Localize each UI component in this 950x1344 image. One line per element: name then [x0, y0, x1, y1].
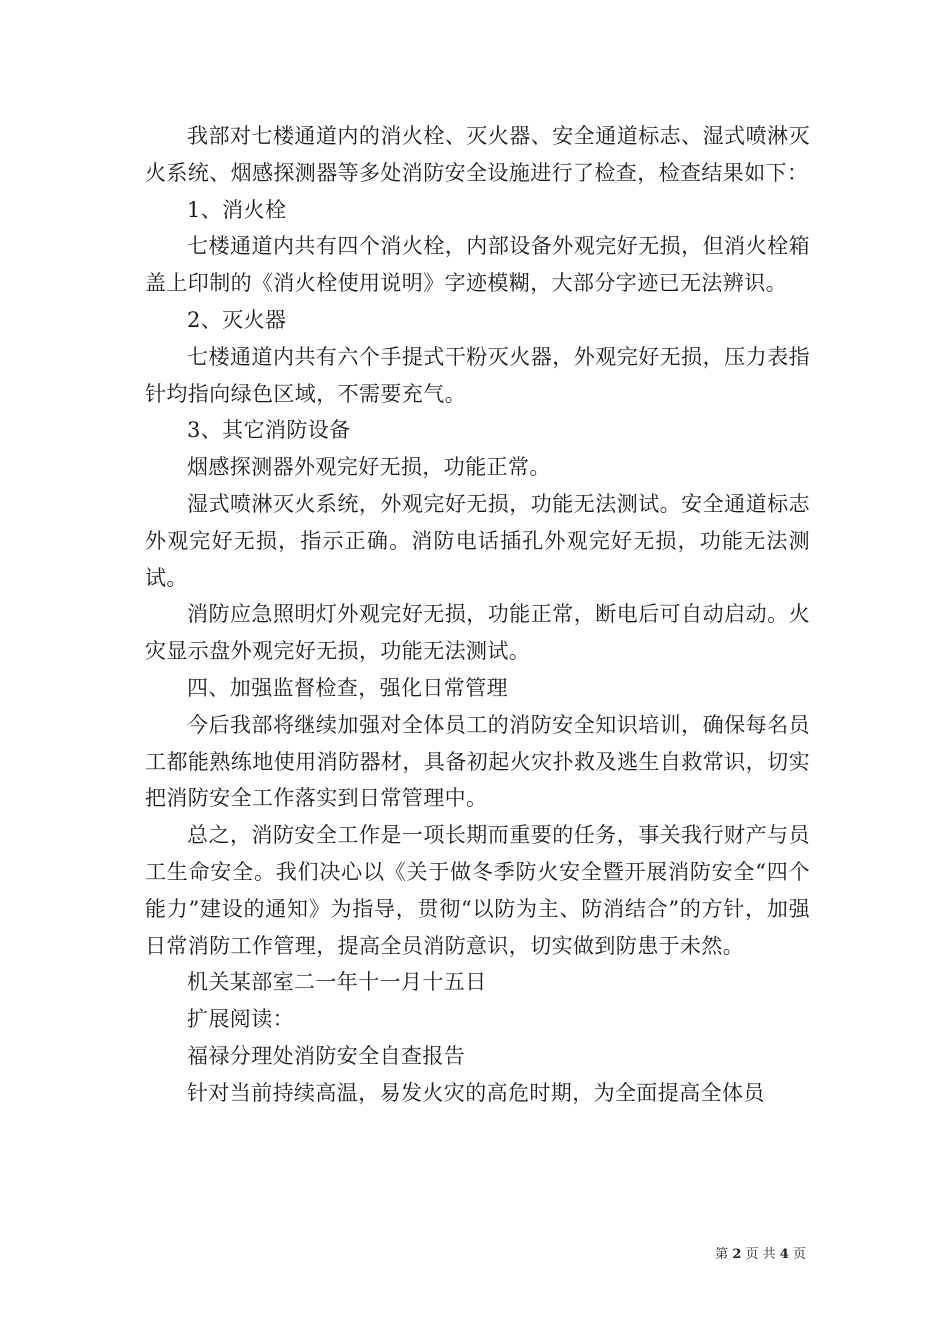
extended-reading-label: 扩展阅读：	[187, 1007, 294, 1032]
heading-extinguisher: 2、灭火器	[187, 307, 287, 332]
paragraph-summary: 总之，消防安全工作是一项长期而重要的任务，事关我行财产与员工生命安全。我们决心以《关于做冬季防火安全暨开展消防安全“四个能力”建设的通知》为指导，贯彻“以防为主、防消结合”的方针，加强日常消防工作管理，提高全员消防意识，切实做到防患于未然。	[145, 823, 810, 958]
paragraph-training: 今后我部将继续加强对全体员工的消防安全知识培训，确保每名员工都能熟练地使用消防器材，具备初起火灾扑救及逃生自救常识，切实把消防安全工作落实到日常管理中。	[145, 712, 810, 811]
extended-reading-paragraph: 针对当前持续高温，易发火灾的高危时期，为全面提高全体员	[187, 1080, 765, 1105]
paragraph-smoke-detector: 烟感探测器外观完好无损，功能正常。	[187, 455, 551, 480]
paragraph-hydrant: 七楼通道内共有四个消火栓，内部设备外观完好无损，但消火栓箱盖上印制的《消火栓使用说明》字迹模糊，大部分字迹已无法辨识。	[145, 234, 810, 296]
footer-middle: 页 共	[745, 1247, 776, 1262]
paragraph-intro: 我部对七楼通道内的消火栓、灭火器、安全通道标志、湿式喷淋灭火系统、烟感探测器等多处消防安全设施进行了检查，检查结果如下：	[145, 124, 810, 185]
paragraph-emergency-light: 消防应急照明灯外观完好无损，功能正常，断电后可自动启动。火灾显示盘外观完好无损，功能无法测试。	[145, 602, 810, 664]
footer-total-pages: 4	[779, 1247, 789, 1262]
heading-other-equipment: 3、其它消防设备	[187, 418, 351, 443]
heading-supervision: 四、加强监督检查，强化日常管理	[187, 675, 508, 700]
signature-date: 机关某部室二一年十一月十五日	[187, 970, 487, 995]
footer-page-number: 2	[732, 1247, 742, 1262]
heading-hydrant: 1、消火栓	[187, 197, 287, 222]
footer-prefix: 第	[715, 1247, 729, 1262]
footer-suffix: 页	[792, 1247, 806, 1262]
page-footer	[0, 1246, 806, 1264]
extended-reading-title: 福禄分理处消防安全自查报告	[187, 1043, 466, 1068]
paragraph-sprinkler: 湿式喷淋灭火系统，外观完好无损，功能无法测试。安全通道标志外观完好无损，指示正确。消防电话插孔外观完好无损，功能无法测试。	[145, 491, 810, 590]
paragraph-extinguisher: 七楼通道内共有六个手提式干粉灭火器，外观完好无损，压力表指针均指向绿色区域，不需要充气。	[145, 344, 810, 406]
document-body	[145, 118, 810, 1112]
